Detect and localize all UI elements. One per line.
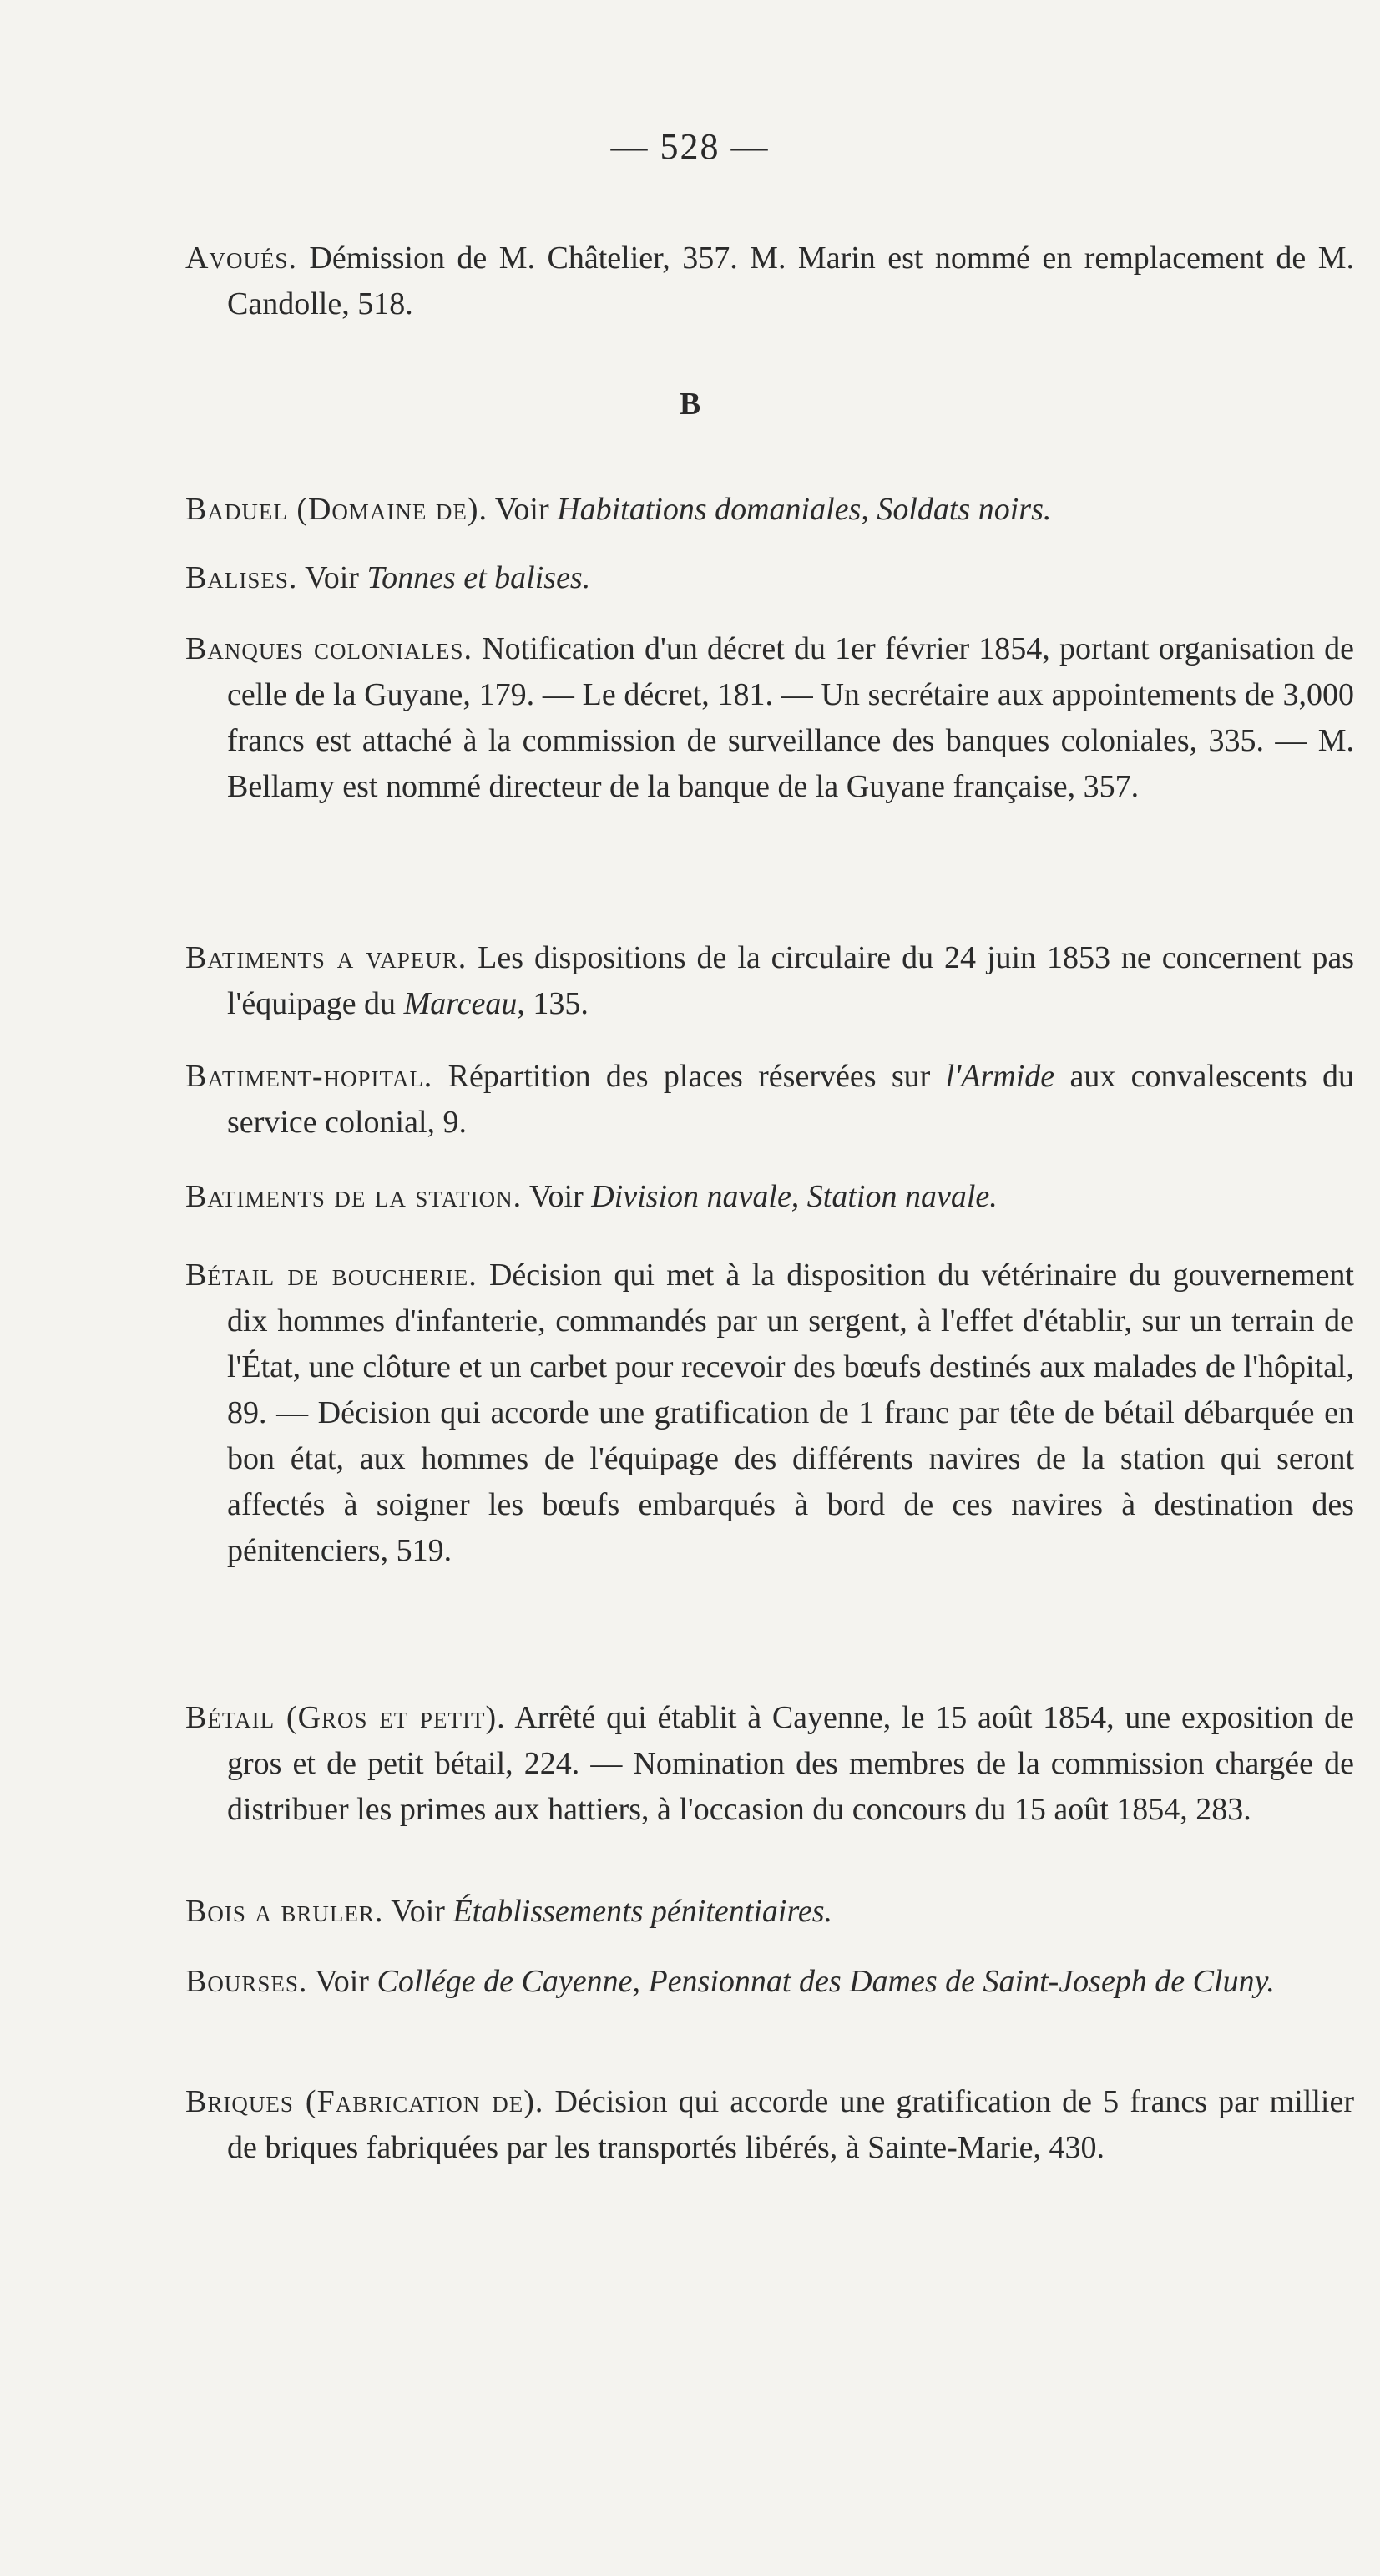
entry-text: Voir — [307, 1964, 377, 1999]
headword: Bétail (Gros et petit). — [185, 1700, 506, 1735]
headword: Balises. — [185, 560, 298, 595]
entry-banques-coloniales — [185, 626, 1354, 810]
entry-reference: Marceau — [403, 986, 518, 1021]
entry-text: Voir — [383, 1894, 453, 1929]
headword: Bourses. — [185, 1964, 308, 1999]
entry-text: Répartition des places réservées sur — [432, 1059, 946, 1094]
headword: Bois a bruler. — [185, 1894, 384, 1929]
entry-tail: aux convalescents du service colonial, 9. — [227, 1059, 1355, 1140]
entry-avoues — [185, 235, 1354, 327]
entry-text: Les dispositions de la circulaire du 24 juin 1853 ne concernent pas l'équipage du — [227, 940, 1354, 1021]
entry-bourses — [185, 1959, 1354, 2005]
entry-batiment-hopital — [185, 1054, 1354, 1146]
page-number: — 528 — — [610, 126, 770, 167]
entry-reference: Collége de Cayenne, Pensionnat des Dames de Saint-Joseph de Cluny. — [377, 1964, 1275, 1999]
entry-baduel — [185, 487, 1354, 533]
headword: Briques (Fabrication de). — [185, 2084, 544, 2119]
entry-text: Voir — [297, 560, 367, 595]
headword: Batiments de la station. — [185, 1179, 523, 1214]
section-letter: B — [679, 387, 701, 422]
entry-batiments-de-la-station — [185, 1174, 1354, 1220]
entry-reference: Habitations domaniales, Soldats noirs. — [557, 492, 1052, 527]
entry-text: Arrêté qui établit à Cayenne, le 15 août 1854, une exposition de gros et de petit bétail, 224. — Nomination des membres de la commission chargée de distribuer les primes aux hattiers, à l'occasion du concours du 15 août 1854, 283. — [227, 1700, 1354, 1827]
headword: Bétail de boucherie. — [185, 1258, 478, 1293]
entry-text: Voir — [488, 492, 558, 527]
entry-batiments-a-vapeur — [185, 935, 1354, 1027]
entry-bois-a-bruler — [185, 1889, 1354, 1935]
entry-betail-gros-et-petit — [185, 1695, 1354, 1833]
entry-briques — [185, 2079, 1354, 2171]
entry-balises — [185, 555, 1354, 601]
entry-reference: Division navale, Station navale. — [591, 1179, 998, 1214]
entry-reference: Tonnes et balises. — [366, 560, 591, 595]
headword: Batiment-hopital. — [185, 1059, 433, 1094]
entry-betail-de-boucherie — [185, 1253, 1354, 1574]
headword: Banques coloniales. — [185, 631, 473, 666]
entry-reference: l'Armide — [945, 1059, 1055, 1094]
entry-text: Décision qui accorde une gratification de 5 francs par millier de briques fabriquées par les transportés libérés, à Sainte-Marie, 430. — [227, 2084, 1354, 2165]
headword: Avoués. — [185, 240, 297, 276]
entry-reference: Établissements pénitentiaires. — [452, 1894, 832, 1929]
entry-text: Notification d'un décret du 1er février 1854, portant organisation de celle de la Guyane, 179. — Le décret, 181. — Un secrétaire aux appointements de 3,000 francs est attaché à la commission de surveillance des banques coloniales, 335. — M. Bellamy est nommé directeur de la banque de la Guyane française, 357. — [227, 631, 1354, 804]
headword: Baduel (Domaine de). — [185, 492, 488, 527]
headword: Batiments a vapeur. — [185, 940, 468, 975]
entry-text: Voir — [522, 1179, 592, 1214]
entry-tail: , 135. — [517, 986, 589, 1021]
entry-text: Décision qui met à la disposition du vétérinaire du gouvernement dix hommes d'infanterie, commandés par un sergent, à l'effet d'établir, sur un terrain de l'État, une clôture et un carbet pour recevoir des bœufs destinés aux malades de l'hôpital, 89. — Décision qui accorde une gratification de 1 franc par tête de bétail débarquée en bon état, aux hommes de l'équipage des différents navires de la station qui seront affectés à soigner les bœufs embarqués à bord de ces navires à destination des pénitenciers, 519. — [227, 1258, 1354, 1568]
entry-text: Démission de M. Châtelier, 357. M. Marin est nommé en remplacement de M. Candolle, 518. — [227, 240, 1354, 321]
